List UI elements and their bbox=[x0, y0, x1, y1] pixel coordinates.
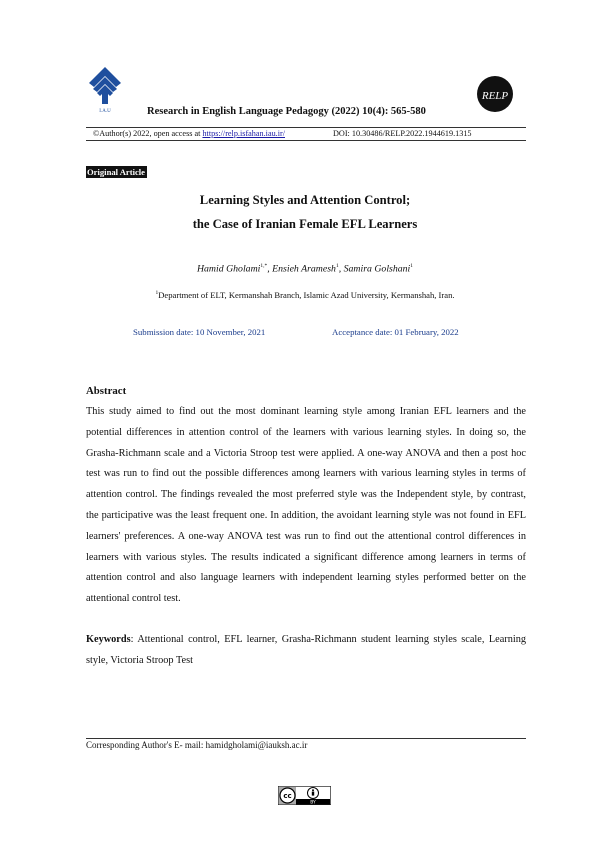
acceptance-date: Acceptance date: 01 February, 2022 bbox=[332, 327, 459, 337]
journal-logo bbox=[476, 75, 514, 113]
article-title-line2: the Case of Iranian Female EFL Learners bbox=[192, 217, 418, 231]
journal-url-link[interactable]: https://relp.isfahan.iau.ir/ bbox=[202, 129, 285, 138]
logo-left-text: I.A.U bbox=[99, 109, 111, 114]
logo-right-text: RELP bbox=[481, 90, 509, 102]
header-divider-bottom bbox=[86, 140, 526, 141]
author-separator: , bbox=[338, 263, 344, 275]
header-divider bbox=[86, 127, 526, 128]
article-title-line1: Learning Styles and Attention Control; bbox=[199, 193, 411, 207]
doi: DOI: 10.30486/RELP.2022.1944619.1315 bbox=[333, 129, 472, 138]
journal-citation: Research in English Language Pedagogy (2022) 10(4): 565-580 bbox=[147, 106, 426, 117]
affiliation-text: Department of ELT, Kermanshah Branch, Islamic Azad University, Kermanshah, Iran. bbox=[158, 290, 455, 300]
copyright-line bbox=[93, 129, 285, 138]
cc-by-license-icon bbox=[278, 786, 331, 805]
corresponding-author-email: Corresponding Author's E- mail: hamidgholami@iauksh.ac.ir bbox=[86, 740, 308, 750]
author-3: Samira Golshani bbox=[343, 263, 411, 275]
copyright-text: ©Author(s) 2022, open access at bbox=[93, 129, 203, 138]
authors bbox=[0, 263, 595, 274]
author-1-affil: 1,* bbox=[260, 263, 268, 269]
abstract-heading: Abstract bbox=[86, 385, 127, 397]
affiliation bbox=[0, 290, 595, 300]
university-logo bbox=[86, 65, 124, 115]
footnote-divider bbox=[86, 738, 526, 739]
article-type-badge: Original Article bbox=[87, 167, 145, 177]
keywords-text: : Attentional control, EFL learner, Grasha-Richmann student learning styles scale, Learning style, Victoria Stroop Test bbox=[86, 634, 526, 666]
abstract-text: This study aimed to find out the most dominant learning style among Iranian EFL learners and the potential differences in attention control of the learners with various learning styles. In doing so, the Grasha-Richmann scale and a Victoria Stroop test were applied. A one-way ANOVA and then a post hoc test was run to find out the possible differences among learners with various learning styles in terms of attention control. The findings revealed the most preferred style was the Independent style, by contrast, the participative was the least frequent one. In addition, the avoidant learning style was not found in EFL learners' preferences. A one-way ANOVA test was run to find out the attentional control differences in learners with various styles. The results indicated a significant difference among learners in terms of attention control and also language learners with independent learning styles performed better on the attentional control test. bbox=[86, 406, 526, 605]
author-2-affil: 1 bbox=[335, 263, 339, 269]
by-text: BY bbox=[310, 800, 316, 805]
author-3-affil: 1 bbox=[410, 263, 414, 269]
keywords-label: Keywords bbox=[86, 634, 131, 645]
keywords bbox=[86, 630, 526, 672]
affiliation-marker: 1 bbox=[155, 290, 159, 297]
author-1: Hamid Gholami bbox=[196, 263, 261, 275]
author-2: Ensieh Aramesh bbox=[272, 263, 336, 275]
submission-date: Submission date: 10 November, 2021 bbox=[133, 327, 266, 337]
cc-text: cc bbox=[283, 792, 292, 800]
author-separator: , bbox=[267, 263, 273, 275]
